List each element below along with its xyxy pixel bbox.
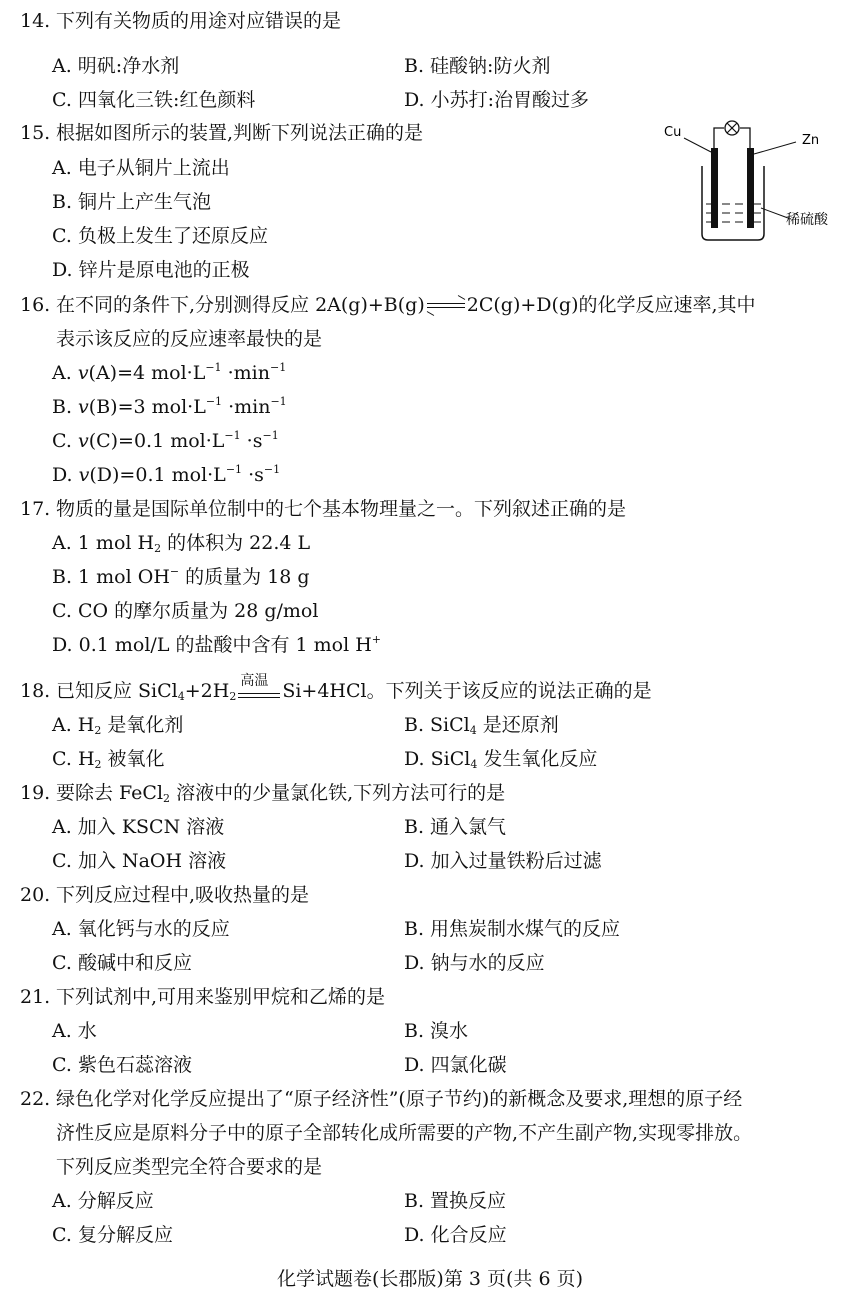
option-b [404, 712, 559, 738]
option-row [0, 632, 860, 658]
question-stem: 下列试剂中,可用来鉴别甲烷和乙烯的是 [56, 986, 386, 1008]
option-text: ·min [221, 362, 270, 384]
rate-symbol: v [78, 396, 89, 418]
option-d: D. 化合反应 [404, 1224, 507, 1246]
question-16-line2 [0, 326, 860, 352]
option-row [0, 223, 660, 249]
option-row [0, 155, 660, 181]
option-text: 的体积为 22.4 L [161, 532, 311, 554]
option-b [52, 394, 287, 420]
question-16 [0, 292, 860, 318]
question-number: 16. [20, 294, 51, 316]
options-row [0, 950, 860, 976]
question-14 [0, 8, 860, 34]
options-row [0, 87, 860, 113]
question-stem [56, 673, 652, 704]
options-row [0, 1018, 860, 1044]
stem-text: 已知反应 SiCl [56, 680, 178, 702]
option-a [52, 530, 310, 556]
question-stem: 下列有关物质的用途对应错误的是 [56, 10, 342, 32]
options-row [0, 916, 860, 942]
option-b: B. 硅酸钠:防火剂 [404, 55, 551, 77]
cu-leader [684, 138, 711, 152]
option-b [52, 564, 310, 590]
zn-label: Zn [802, 133, 820, 148]
option-text: (A)=4 mol·L [88, 362, 206, 384]
acid-leader [761, 208, 788, 218]
option-a [52, 360, 286, 386]
option-text: 是还原剂 [476, 714, 559, 736]
question-number: 14. [20, 10, 51, 32]
subscript: 4 [470, 758, 478, 771]
option-row [0, 598, 860, 624]
option-text: A. 1 mol H [52, 532, 155, 554]
question-15 [0, 120, 660, 146]
question-17 [0, 496, 860, 522]
question-stem: 物质的量是国际单位制中的七个基本物理量之一。下列叙述正确的是 [56, 498, 627, 520]
question-20 [0, 882, 860, 908]
option-text: ·min [222, 396, 271, 418]
question-stem: 绿色化学对化学反应提出了“原子经济性”(原子节约)的新概念及要求,理想的原子经 [56, 1088, 743, 1110]
wire-right [740, 128, 750, 148]
option-b: B. 通入氯气 [404, 816, 507, 838]
option-label: A. [52, 362, 78, 384]
stem-text: Si+4HCl。下列关于该反应的说法正确的是 [282, 680, 652, 702]
galvanic-cell-diagram [662, 118, 832, 248]
options-row [0, 1222, 860, 1248]
question-number: 15. [20, 122, 51, 144]
rate-symbol: v [77, 362, 89, 384]
superscript: −1 [270, 395, 287, 408]
option-text: 发生氧化反应 [477, 748, 598, 770]
subscript: 2 [94, 724, 102, 737]
wire-left [714, 128, 724, 148]
question-21 [0, 984, 860, 1010]
option-d [52, 632, 381, 658]
stem-text: 溶液中的少量氯化铁,下列方法可行的是 [170, 782, 506, 804]
option-d: D. 小苏打:治胃酸过多 [404, 89, 590, 111]
option-text: D. SiCl [404, 748, 471, 770]
reaction-condition [236, 673, 282, 704]
stem-text: +2H [184, 680, 230, 702]
option-text: B. SiCl [404, 714, 470, 736]
option-a: A. 加入 KSCN 溶液 [52, 816, 225, 838]
superscript: −1 [225, 463, 243, 476]
subscript: 2 [154, 542, 162, 555]
question-22-line2 [0, 1120, 860, 1146]
option-c: C. 四氧化三铁:红色颜料 [52, 89, 256, 111]
question-stem [56, 780, 505, 806]
acid-label: 稀硫酸 [786, 212, 828, 228]
option-a: A. 水 [52, 1020, 97, 1042]
subscript: 4 [469, 724, 477, 737]
option-label: C. [52, 430, 78, 452]
option-row [0, 564, 860, 590]
option-text: (D)=0.1 mol·L [89, 464, 226, 486]
option-b: B. 铜片上产生气泡 [52, 191, 212, 213]
option-c: C. 复分解反应 [52, 1224, 173, 1246]
option-c: C. CO 的摩尔质量为 28 g/mol [52, 600, 319, 622]
question-stem-continued: 济性反应是原料分子中的原子全部转化成所需要的产物,不产生副产物,实现零排放。 [56, 1122, 753, 1144]
question-number: 18. [20, 680, 51, 702]
option-c: C. 加入 NaOH 溶液 [52, 850, 227, 872]
option-text: ·s [242, 464, 264, 486]
question-stem: 下列反应过程中,吸收热量的是 [56, 884, 310, 906]
option-label: B. [52, 396, 79, 418]
option-c: C. 负极上发生了还原反应 [52, 225, 268, 247]
question-stem-continued: 表示该反应的反应速率最快的是 [56, 328, 323, 350]
option-row [0, 462, 860, 488]
option-text: ·s [240, 430, 263, 452]
superscript: −1 [205, 361, 222, 374]
option-text: (C)=0.1 mol·L [88, 430, 225, 452]
option-d [404, 746, 597, 772]
subscript: 2 [229, 690, 237, 703]
options-row [0, 814, 860, 840]
rate-symbol: v [77, 430, 89, 452]
option-text: C. H [52, 748, 95, 770]
option-c [52, 428, 279, 454]
options-row [0, 1052, 860, 1078]
lamp-icon [725, 121, 739, 135]
option-d [52, 462, 280, 488]
option-d: D. 钠与水的反应 [404, 952, 545, 974]
question-number: 20. [20, 884, 51, 906]
option-text: 的质量为 18 g [179, 566, 310, 588]
question-18 [0, 673, 860, 704]
option-d: D. 四氯化碳 [404, 1054, 507, 1076]
option-c: C. 紫色石蕊溶液 [52, 1054, 192, 1076]
question-number: 17. [20, 498, 51, 520]
option-b: B. 溴水 [404, 1020, 469, 1042]
subscript: 2 [163, 792, 171, 805]
question-22-line3 [0, 1154, 860, 1180]
option-c [52, 746, 165, 772]
options-row [0, 53, 860, 79]
superscript: −1 [205, 395, 223, 408]
zinc-electrode [747, 148, 754, 228]
stem-text: 要除去 FeCl [56, 782, 164, 804]
reversible-arrow-icon [425, 292, 467, 318]
option-row [0, 257, 660, 283]
question-number: 21. [20, 986, 51, 1008]
question-stem-continued: 下列反应类型完全符合要求的是 [56, 1156, 323, 1178]
rate-symbol: v [78, 464, 90, 486]
option-a: A. 氧化钙与水的反应 [52, 918, 230, 940]
option-c: C. 酸碱中和反应 [52, 952, 192, 974]
options-row [0, 746, 860, 772]
page-footer: 化学试题卷(长郡版)第 3 页(共 6 页) [277, 1268, 583, 1290]
option-row [0, 360, 860, 386]
question-22 [0, 1086, 860, 1112]
superscript: −1 [262, 429, 279, 442]
option-row [0, 394, 860, 420]
subscript: 4 [177, 690, 185, 703]
option-text: B. 1 mol OH [52, 566, 170, 588]
option-a [52, 712, 183, 738]
stem-text: 2C(g)+D(g)的化学反应速率,其中 [466, 294, 756, 316]
zn-leader [754, 142, 796, 154]
options-row [0, 848, 860, 874]
superscript: + [371, 633, 382, 646]
superscript: −1 [224, 429, 241, 442]
options-row [0, 712, 860, 738]
option-row [0, 189, 660, 215]
options-row [0, 1188, 860, 1214]
option-text: 是氧化剂 [101, 714, 184, 736]
question-19 [0, 780, 860, 806]
option-row [0, 530, 860, 556]
condition-label: 高温 [240, 673, 269, 689]
option-b: B. 用焦炭制水煤气的反应 [404, 918, 621, 940]
option-row [0, 428, 860, 454]
copper-electrode [711, 148, 718, 228]
superscript: −1 [263, 463, 281, 476]
option-a: A. 电子从铜片上流出 [52, 157, 230, 179]
option-a: A. 明矾:净水剂 [52, 55, 180, 77]
equals-arrow-icon [238, 693, 280, 698]
question-number: 19. [20, 782, 51, 804]
option-d: D. 锌片是原电池的正极 [52, 259, 250, 281]
option-d: D. 加入过量铁粉后过滤 [404, 850, 602, 872]
question-stem [56, 292, 756, 318]
question-stem: 根据如图所示的装置,判断下列说法正确的是 [56, 122, 424, 144]
superscript: − [169, 565, 180, 578]
option-text: A. H [52, 714, 95, 736]
stem-text: 在不同的条件下,分别测得反应 2A(g)+B(g) [56, 294, 425, 316]
option-label: D. [52, 464, 79, 486]
option-a: A. 分解反应 [52, 1190, 154, 1212]
option-text: D. 0.1 mol/L 的盐酸中含有 1 mol H [52, 634, 372, 656]
superscript: −1 [269, 361, 287, 374]
subscript: 2 [94, 758, 102, 771]
cu-label: Cu [664, 125, 682, 140]
question-number: 22. [20, 1088, 51, 1110]
option-text: 被氧化 [101, 748, 165, 770]
option-b: B. 置换反应 [404, 1190, 507, 1212]
option-text: (B)=3 mol·L [88, 396, 206, 418]
